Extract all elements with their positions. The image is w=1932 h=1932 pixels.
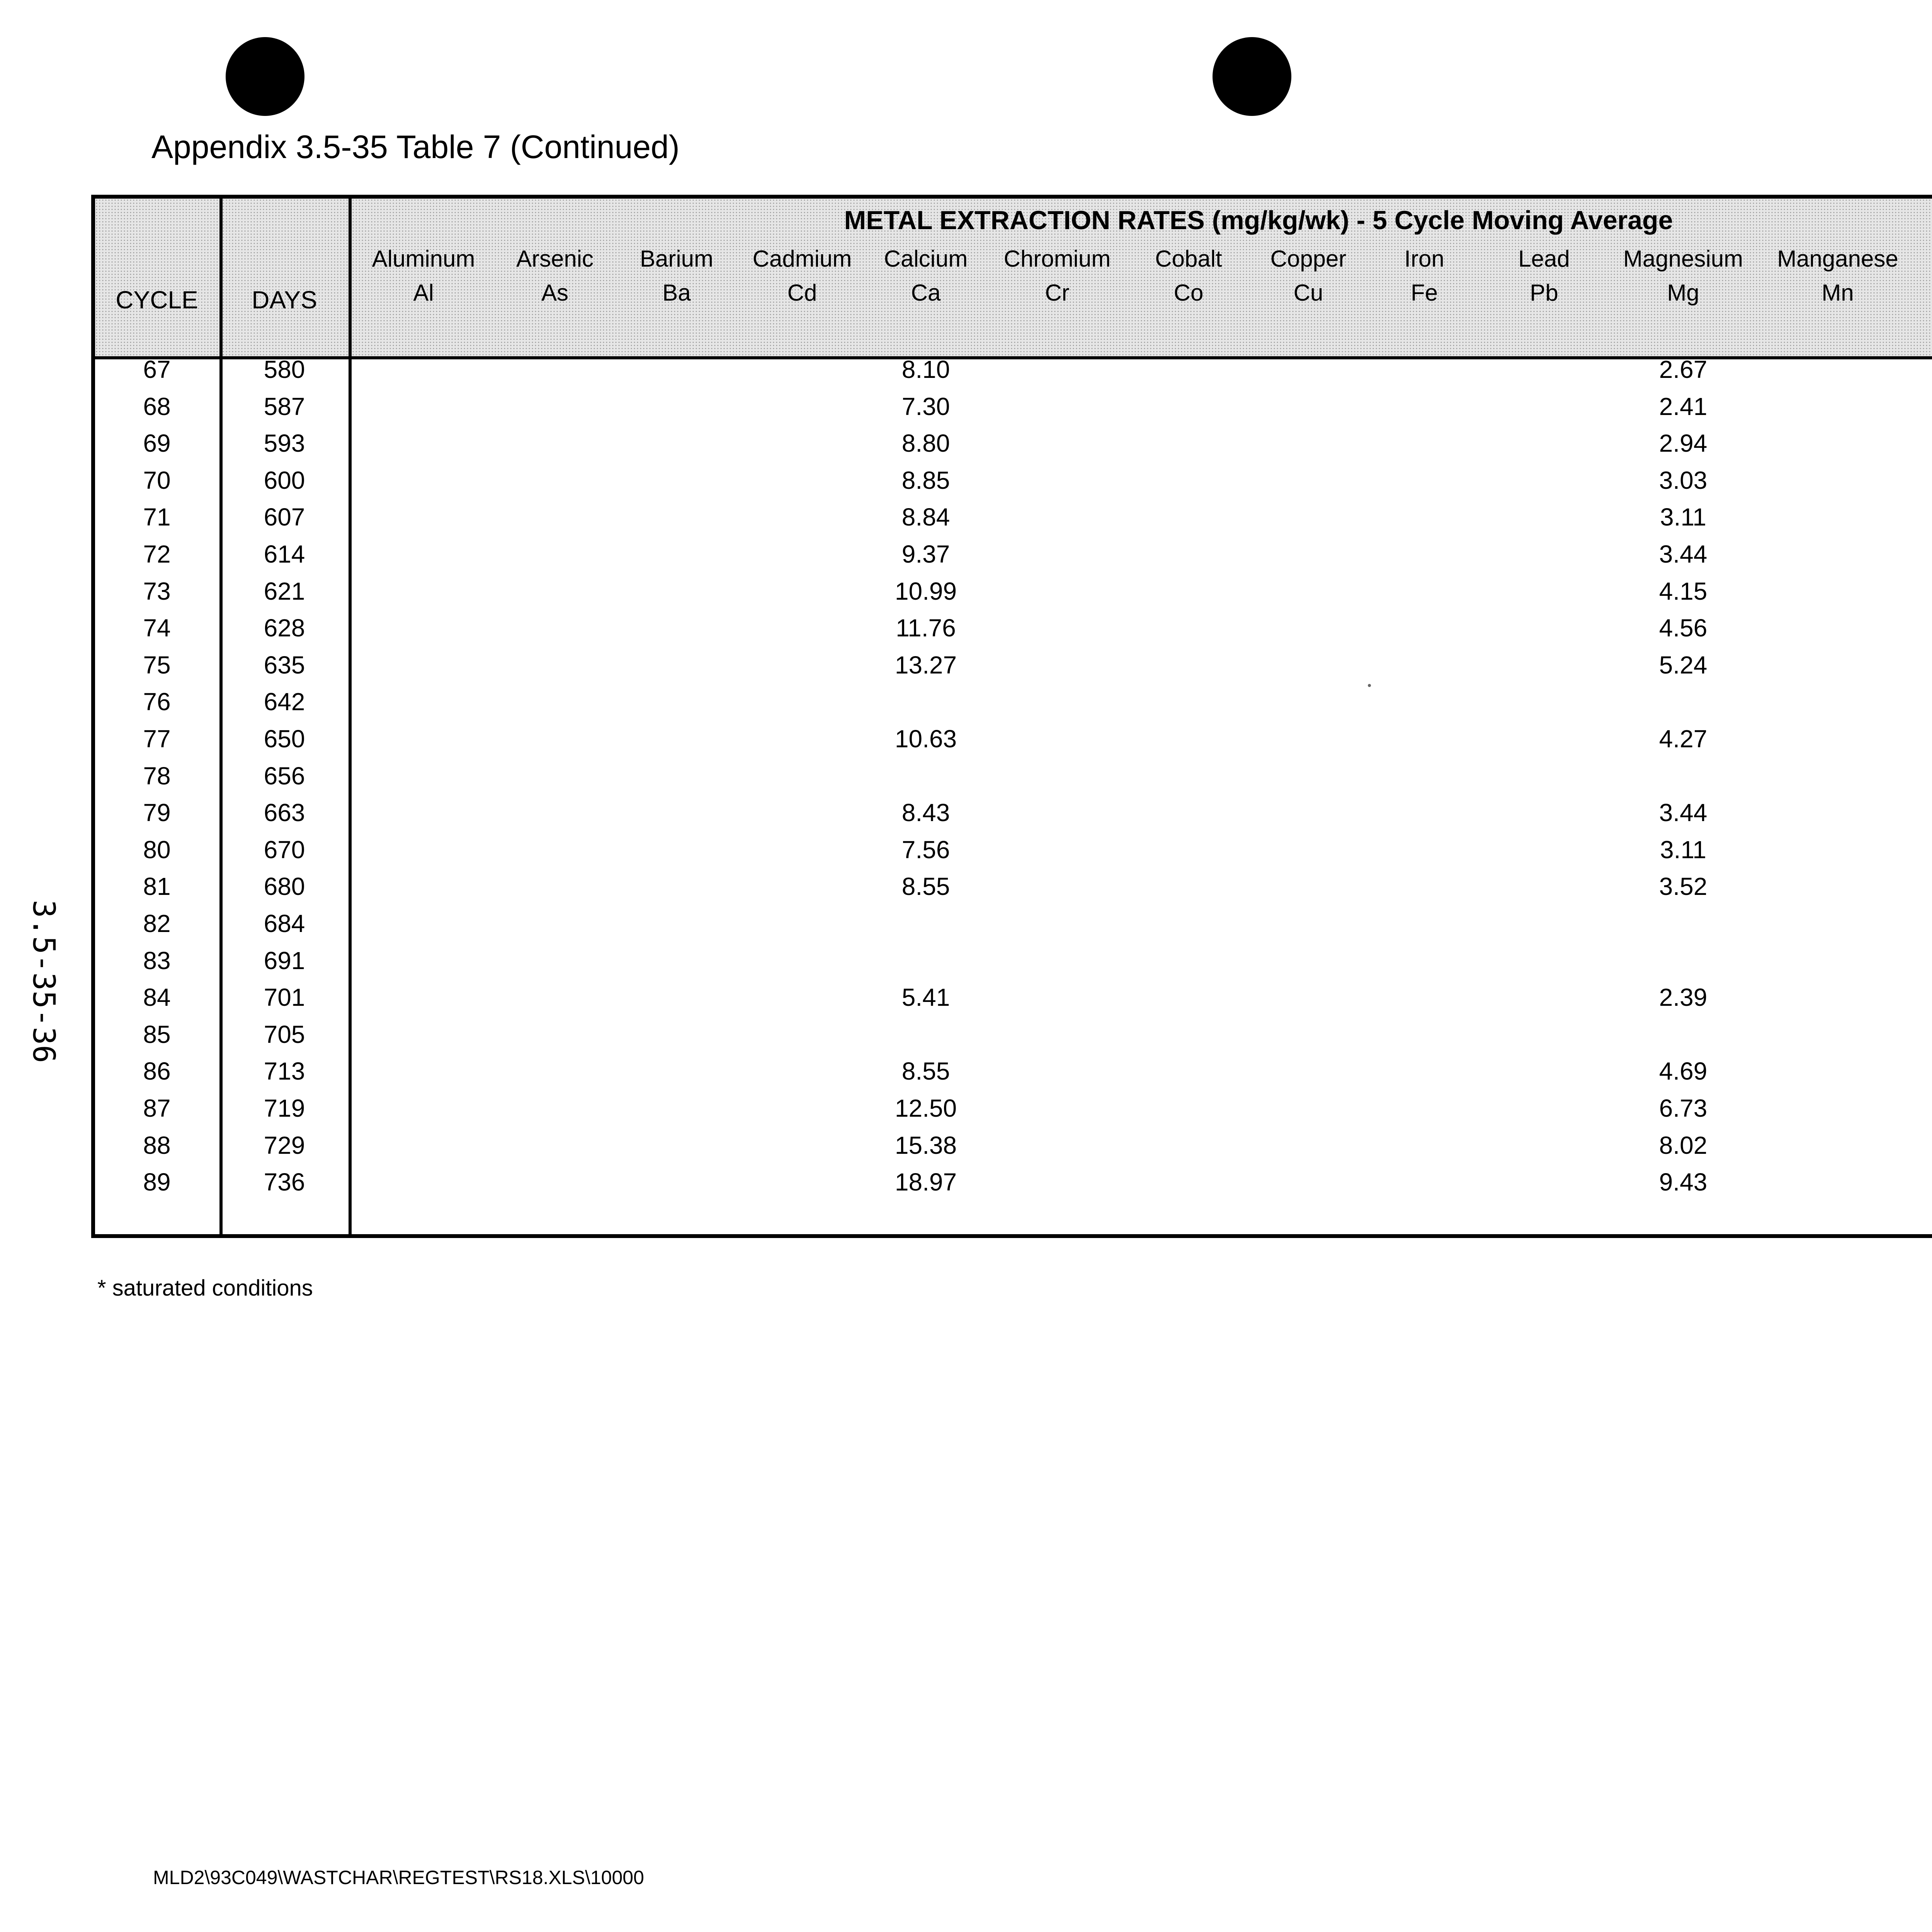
days-cell: 729 [264, 1131, 305, 1159]
column-header-cadmium [736, 247, 868, 304]
cycle-cell: 76 [143, 688, 171, 716]
cycle-cell: 74 [143, 614, 171, 642]
cycle-cell: 81 [143, 872, 171, 901]
cycle-cell: 75 [143, 651, 171, 679]
metal-symbol: Fe [1410, 280, 1438, 306]
days-cell: 670 [264, 835, 305, 864]
magnesium-cell: 9.43 [1659, 1168, 1708, 1196]
metal-name: Aluminum [372, 246, 475, 272]
days-cell: 736 [264, 1168, 305, 1196]
file-path: MLD2\93C049\WASTCHAR\REGTEST\RS18.XLS\10000 [153, 1867, 644, 1888]
days-cell: 713 [264, 1057, 305, 1085]
magnesium-cell: 3.03 [1659, 466, 1708, 494]
magnesium-cell: 4.69 [1659, 1057, 1708, 1085]
calcium-cell: 8.43 [901, 799, 950, 827]
calcium-cell: 10.99 [895, 577, 957, 605]
cycle-cell: 85 [143, 1020, 171, 1048]
magnesium-cell: 3.52 [1659, 872, 1708, 901]
calcium-cell: 7.56 [901, 835, 950, 864]
side-page-number-text: 3.5-35-36 [26, 900, 61, 1063]
calcium-cell: 18.97 [895, 1168, 957, 1196]
metal-name: Arsenic [516, 246, 594, 272]
column-header-lead [1478, 247, 1610, 304]
column-header-copper [1243, 247, 1374, 304]
days-cell: 680 [264, 872, 305, 901]
magnesium-cell: 8.02 [1659, 1131, 1708, 1159]
metal-symbol: Ca [911, 280, 941, 306]
magnesium-cell: 4.15 [1659, 577, 1708, 605]
column-header-aluminum [358, 247, 489, 304]
metal-symbol: As [541, 280, 569, 306]
metal-symbol: Cd [787, 280, 817, 306]
days-cell: 628 [264, 614, 305, 642]
metal-symbol: Cr [1045, 280, 1070, 306]
metal-name: Calcium [884, 246, 968, 272]
calcium-cell: 8.84 [901, 503, 950, 531]
column-header-manganese [1772, 247, 1903, 304]
magnesium-cell: 2.41 [1659, 392, 1708, 420]
metal-name: Chromium [1003, 246, 1111, 272]
column-header-iron [1359, 247, 1490, 304]
metal-symbol: Co [1173, 280, 1204, 306]
days-cell: 701 [264, 983, 305, 1012]
magnesium-cell: 6.73 [1659, 1094, 1708, 1122]
days-cell: 691 [264, 946, 305, 975]
days-cell: 719 [264, 1094, 305, 1122]
days-cell: 621 [264, 577, 305, 605]
cycle-cell: 67 [143, 355, 171, 383]
magnesium-cell: 3.44 [1659, 799, 1708, 827]
calcium-cell: 8.80 [901, 429, 950, 457]
cycle-cell: 79 [143, 799, 171, 827]
days-cell: 635 [264, 651, 305, 679]
metal-name: Copper [1270, 246, 1347, 272]
magnesium-cell: 2.94 [1659, 429, 1708, 457]
cycle-cell: 71 [143, 503, 171, 531]
magnesium-cell: 3.44 [1659, 540, 1708, 568]
cycle-cell: 88 [143, 1131, 171, 1159]
days-cell: 587 [264, 392, 305, 420]
group-title: METAL EXTRACTION RATES (mg/kg/wk) - 5 Cycle Moving Average [844, 206, 1673, 235]
calcium-cell: 12.50 [895, 1094, 957, 1122]
metal-name: Cobalt [1155, 246, 1222, 272]
column-header-cobalt [1123, 247, 1254, 304]
magnesium-cell: 4.56 [1659, 614, 1708, 642]
metal-symbol: Ba [662, 280, 691, 306]
cycle-cell: 73 [143, 577, 171, 605]
cycle-cell: 72 [143, 540, 171, 568]
calcium-cell: 8.85 [901, 466, 950, 494]
cycle-cell: 70 [143, 466, 171, 494]
column-header-arsenic [489, 247, 621, 304]
days-cell: 614 [264, 540, 305, 568]
cycle-cell: 83 [143, 946, 171, 975]
footnote: * saturated conditions [97, 1276, 313, 1301]
scan-speck [1368, 684, 1371, 687]
cycle-cell: 86 [143, 1057, 171, 1085]
metal-name: Lead [1518, 246, 1570, 272]
cycle-cell: 68 [143, 392, 171, 420]
days-cell: 593 [264, 429, 305, 457]
cycle-cell: 89 [143, 1168, 171, 1196]
magnesium-cell: 2.67 [1659, 355, 1708, 383]
cycle-cell: 80 [143, 835, 171, 864]
calcium-cell: 10.63 [895, 725, 957, 753]
metal-symbol: Mn [1821, 280, 1854, 306]
calcium-cell: 8.55 [901, 872, 950, 901]
cycle-cell: 78 [143, 762, 171, 790]
cycle-cell: 77 [143, 725, 171, 753]
days-cell: 684 [264, 910, 305, 937]
days-cell: 580 [264, 355, 305, 383]
calcium-cell: 7.30 [901, 392, 950, 420]
metal-name: Cadmium [752, 246, 852, 272]
days-cell: 600 [264, 466, 305, 494]
cycle-cell: 84 [143, 983, 171, 1012]
punch-hole-center [1213, 37, 1291, 116]
metal-symbol: Cu [1293, 280, 1323, 306]
cycle-cell: 69 [143, 429, 171, 457]
metal-name: Iron [1404, 246, 1444, 272]
magnesium-cell: 3.11 [1660, 503, 1706, 531]
metal-name: Magnesium [1623, 246, 1743, 272]
days-cell: 663 [264, 799, 305, 827]
column-header-potassium [1923, 247, 1932, 304]
metal-symbol: Pb [1530, 280, 1558, 306]
magnesium-cell: 5.24 [1659, 651, 1708, 679]
metal-name: Manganese [1777, 246, 1898, 272]
magnesium-cell: 4.27 [1659, 725, 1708, 753]
metal-symbol [1923, 281, 1932, 304]
column-header-days: DAYS [252, 286, 317, 314]
magnesium-cell: 3.11 [1660, 835, 1706, 864]
cycle-cell: 87 [143, 1094, 171, 1122]
calcium-cell: 13.27 [895, 651, 957, 679]
calcium-cell: 11.76 [896, 614, 956, 642]
side-page-number [20, 881, 66, 1082]
column-header-cycle: CYCLE [116, 286, 198, 314]
magnesium-cell: 2.39 [1659, 983, 1708, 1012]
cycle-cell: 82 [143, 910, 171, 937]
calcium-cell: 8.55 [901, 1057, 950, 1085]
calcium-cell: 15.38 [895, 1131, 957, 1159]
days-cell: 642 [264, 688, 305, 716]
calcium-cell: 9.37 [901, 540, 950, 568]
metal-symbol: Al [413, 280, 434, 306]
extraction-rates-table [91, 195, 1932, 1238]
calcium-cell: 5.41 [901, 983, 950, 1012]
metal-symbol: Mg [1667, 280, 1699, 306]
calcium-cell: 8.10 [901, 355, 950, 383]
metal-name: Barium [639, 246, 714, 272]
punch-hole-left [226, 37, 304, 116]
days-cell: 607 [264, 503, 305, 531]
column-header-barium [611, 247, 742, 304]
column-header-magnesium [1617, 247, 1749, 304]
days-cell: 650 [264, 725, 305, 753]
days-cell: 656 [264, 762, 305, 790]
days-cell: 705 [264, 1020, 305, 1048]
column-header-chromium [992, 247, 1123, 304]
page-title: Appendix 3.5-35 Table 7 (Continued) [151, 129, 680, 165]
column-header-calcium [860, 247, 992, 304]
